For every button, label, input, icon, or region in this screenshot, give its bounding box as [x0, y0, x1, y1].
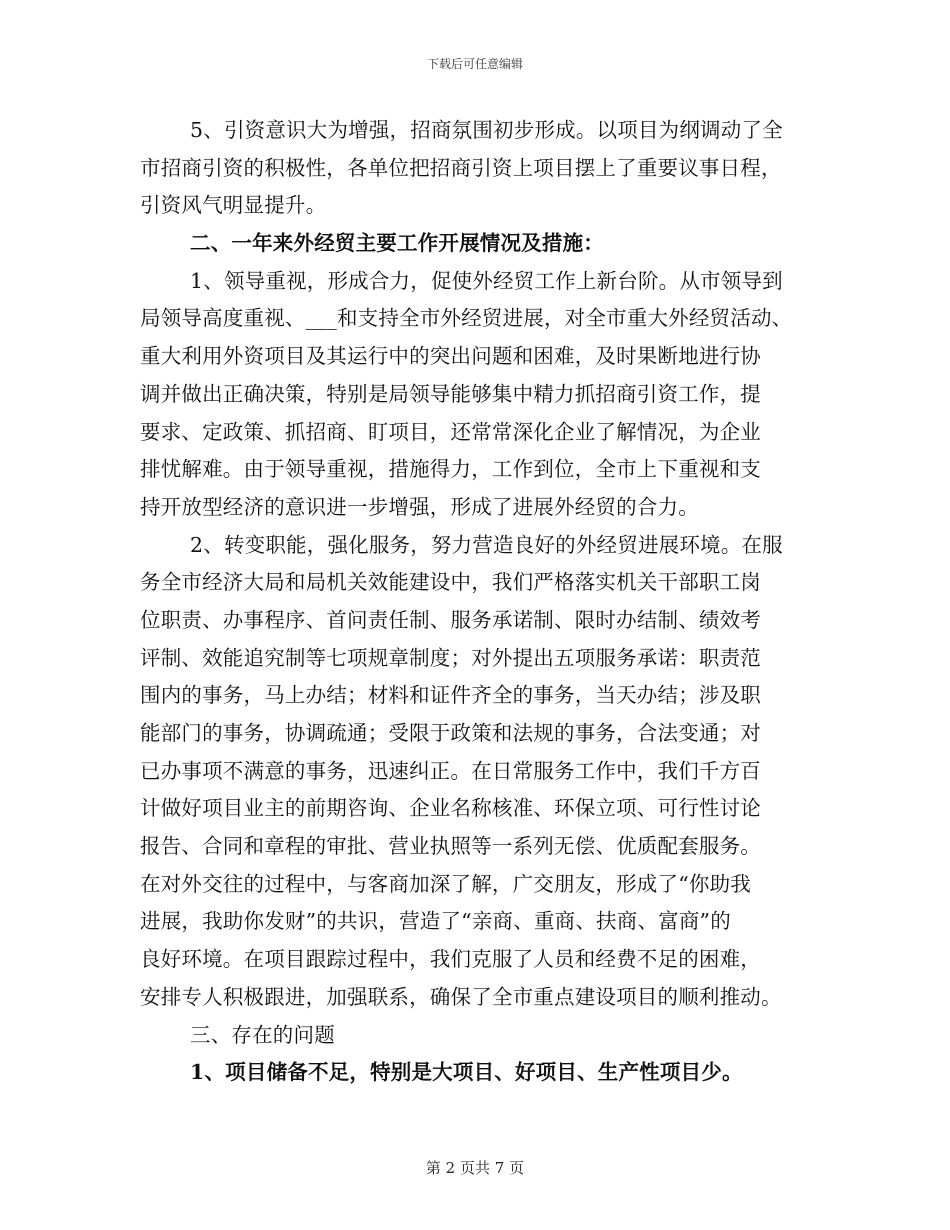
text-line: 2、转变职能，强化服务，努力营造良好的外经贸进展环境。在服	[190, 532, 783, 557]
text-line: 1、领导重视，形成合力，促使外经贸工作上新台阶。从市领导到	[190, 268, 783, 293]
text-line: 进展，我助你发财”的共识，营造了“亲商、重商、扶商、富商”的	[140, 909, 731, 934]
section-heading: 三、存在的问题	[190, 1022, 335, 1047]
text-line: 重大利用外资项目及其运行中的突出问题和困难，及时果断地进行协	[140, 344, 761, 369]
text-line: 报告、合同和章程的审批、营业执照等一系列无偿、优质配套服务。	[140, 834, 761, 859]
subsection-heading: 1、项目储备不足，特别是大项目、好项目、生产性项目少。	[190, 1060, 743, 1085]
text-line: 市招商引资的积极性，各单位把招商引资上项目摆上了重要议事日程，	[140, 155, 782, 180]
text-line: 计做好项目业主的前期咨询、企业名称核准、环保立项、可行性讨论	[140, 796, 761, 821]
text-line: 务全市经济大局和局机关效能建设中，我们严格落实机关干部职工岗	[140, 570, 761, 595]
text-line: 5、引资意识大为增强，招商氛围初步形成。以项目为纲调动了全	[190, 118, 783, 142]
page-footer: 第 2 页共 7 页	[425, 1159, 525, 1177]
text-line: 引资风气明显提升。	[140, 193, 327, 218]
document-body	[140, 112, 830, 1092]
text-line: 要求、定政策、抓招商、盯项目，还常常深化企业了解情况，为企业	[140, 419, 761, 444]
text-line: 持开放型经济的意识进一步增强，形成了进展外经贸的合力。	[140, 494, 699, 519]
text-line: 在对外交往的过程中，与客商加深了解，广交朋友，形成了“你助我	[140, 871, 751, 896]
text-line: 位职责、办事程序、首问责任制、服务承诺制、限时办结制、绩效考	[140, 607, 761, 632]
page-header: 下载后可任意编辑	[426, 57, 523, 71]
text-line: 排忧解难。由于领导重视，措施得力，工作到位，全市上下重视和支	[140, 457, 761, 482]
text-line: 已办事项不满意的事务，迅速纠正。在日常服务工作中，我们千方百	[140, 758, 761, 783]
text-line: 能部门的事务，协调疏通；受限于政策和法规的事务，合法变通；对	[140, 721, 761, 745]
section-heading: 二、一年来外经贸主要工作开展情况及措施：	[190, 231, 604, 256]
text-line: 局领导高度重视、___和支持全市外经贸进展，对全市重大外经贸活动、	[140, 306, 793, 331]
text-line: 评制、效能追究制等七项规章制度；对外提出五项服务承诺：职责范	[140, 645, 761, 670]
text-line: 调并做出正确决策，特别是局领导能够集中精力抓招商引资工作，提	[140, 381, 761, 406]
text-line: 良好环境。在项目跟踪过程中，我们克服了人员和经费不足的困难，	[140, 947, 761, 972]
text-line: 围内的事务，马上办结；材料和证件齐全的事务，当天办结；涉及职	[140, 683, 761, 708]
text-line: 安排专人积极跟进，加强联系，确保了全市重点建设项目的顺利推动。	[140, 984, 782, 1009]
